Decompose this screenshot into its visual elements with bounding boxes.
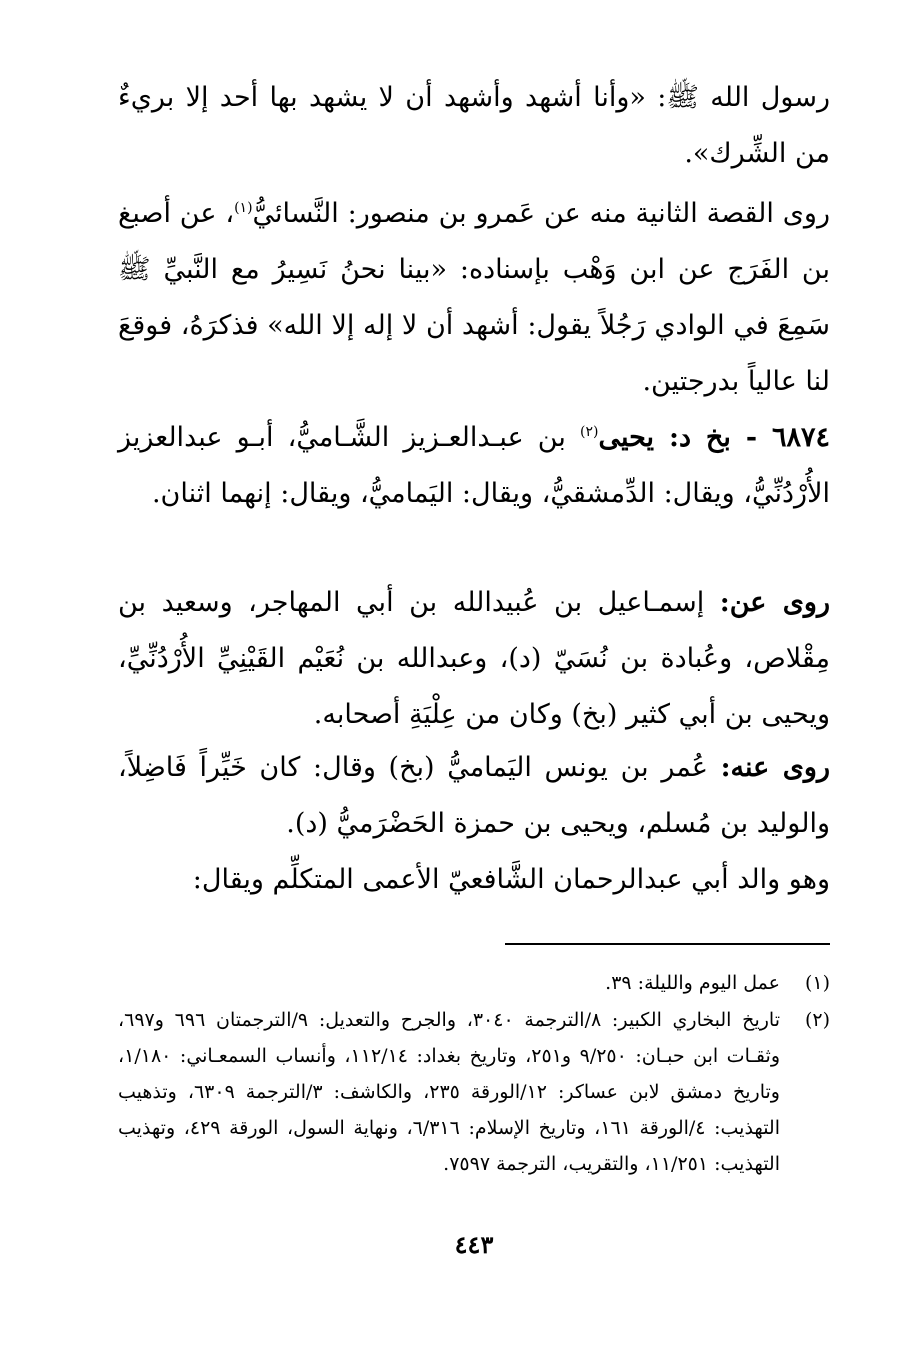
narrated-from-text: إسمـاعيل بن عُبيدالله بن أبي المهاجر، وسعيد بن مِقْلاص، وعُبادة بن نُسَيّ (د)، وعبدالله بن نُعَيْم القَيْنِيِّ الأُرْدُنِّيِّ، ويحيى بن أبي كثير (بخ) وكان من عِلْيَةِ أصحابه. [118, 587, 830, 730]
narrated-from-label: روى عن: [719, 587, 830, 618]
paragraph-1: رسول الله ﷺ: «وأنا أشهد وأشهد أن لا يشهد بها أحد إلا بريءٌ من الشِّرك». [118, 82, 830, 169]
narrated-by-paragraph [118, 740, 830, 852]
footnote-2-text: تاريخ البخاري الكبير: ٨/الترجمة ٣٠٤٠، والجرح والتعديل: ٩/الترجمتان ٦٩٦ و٦٩٧، وثقـات ابن حبـان: ٩/٢٥٠ و٢٥١، وتاريخ بغداد: ١١٢/١٤، وأنساب السمعـاني: ١/١٨٠، وتاريخ دمشق لابن عساكر: ١٢/الورقة ٢٣٥، والكاشف: ٣/الترجمة ٦٣٠٩، وتذهيب التهذيب: ٤/الورقة ١٦١، وتاريخ الإسلام: ٦/٣١٦، ونهاية السول، الورقة ٤٢٩، وتهذيب التهذيب: ١١/٢٥١، والتقريب، الترجمة ٧٥٩٧. [118, 1009, 781, 1175]
footnote-2 [118, 1002, 830, 1182]
footnote-ref-1: (١) [234, 200, 253, 216]
paragraph-2 [118, 186, 830, 410]
narrated-from-paragraph [118, 575, 830, 743]
page-number: ٤٤٣ [454, 1230, 494, 1259]
entry-name: بن عبـدالعـزيز الشَّـاميُّ، أبـو عبدالعزيز الأُرْدُنِّيُّ، ويقال: الدِّمشقيُّ، ويقال: اليَماميُّ، ويقال: إنهما اثنان. [118, 422, 830, 509]
footnote-2-number: (٢) [804, 1009, 830, 1031]
footnote-1-text: عمل اليوم والليلة: ٣٩. [605, 972, 780, 994]
narrated-by-label: روى عنه: [720, 752, 830, 783]
paragraph-6: وهو والد أبي عبدالرحمان الشَّافعيّ الأعمى المتكلِّم ويقال: [192, 864, 830, 895]
footnote-ref-2: (٢) [580, 424, 599, 440]
footnote-separator [505, 943, 830, 945]
paragraph-2-rest: ، عن أصبغ بن الفَرَج عن ابن وَهْب بإسناده: «بينا نحنُ نَسِيرُ مع النَّبيِّ ﷺ سَمِعَ في الوادي رَجُلاً يقول: أشهد أن لا إله إلا الله» فذكرَهُ، فوقعَ لنا عالياً بدرجتين. [118, 198, 830, 397]
book-page [118, 60, 830, 1330]
entry-number: ٦٨٧٤ - بخ د: يحيى [598, 422, 830, 453]
paragraph-2-start: روى القصة الثانية منه عن عَمرو بن منصور: النَّسائيُّ [252, 198, 830, 229]
biography-entry-heading [118, 410, 830, 522]
narrated-by-text: عُمر بن يونس اليَماميُّ (بخ) وقال: كان خَيِّراً فَاضِلاً، والوليد بن مُسلم، ويحيى بن حمزة الحَضْرَميُّ (د). [118, 752, 830, 839]
footnote-1-number: (١) [804, 972, 830, 994]
footnote-1 [118, 965, 830, 1001]
